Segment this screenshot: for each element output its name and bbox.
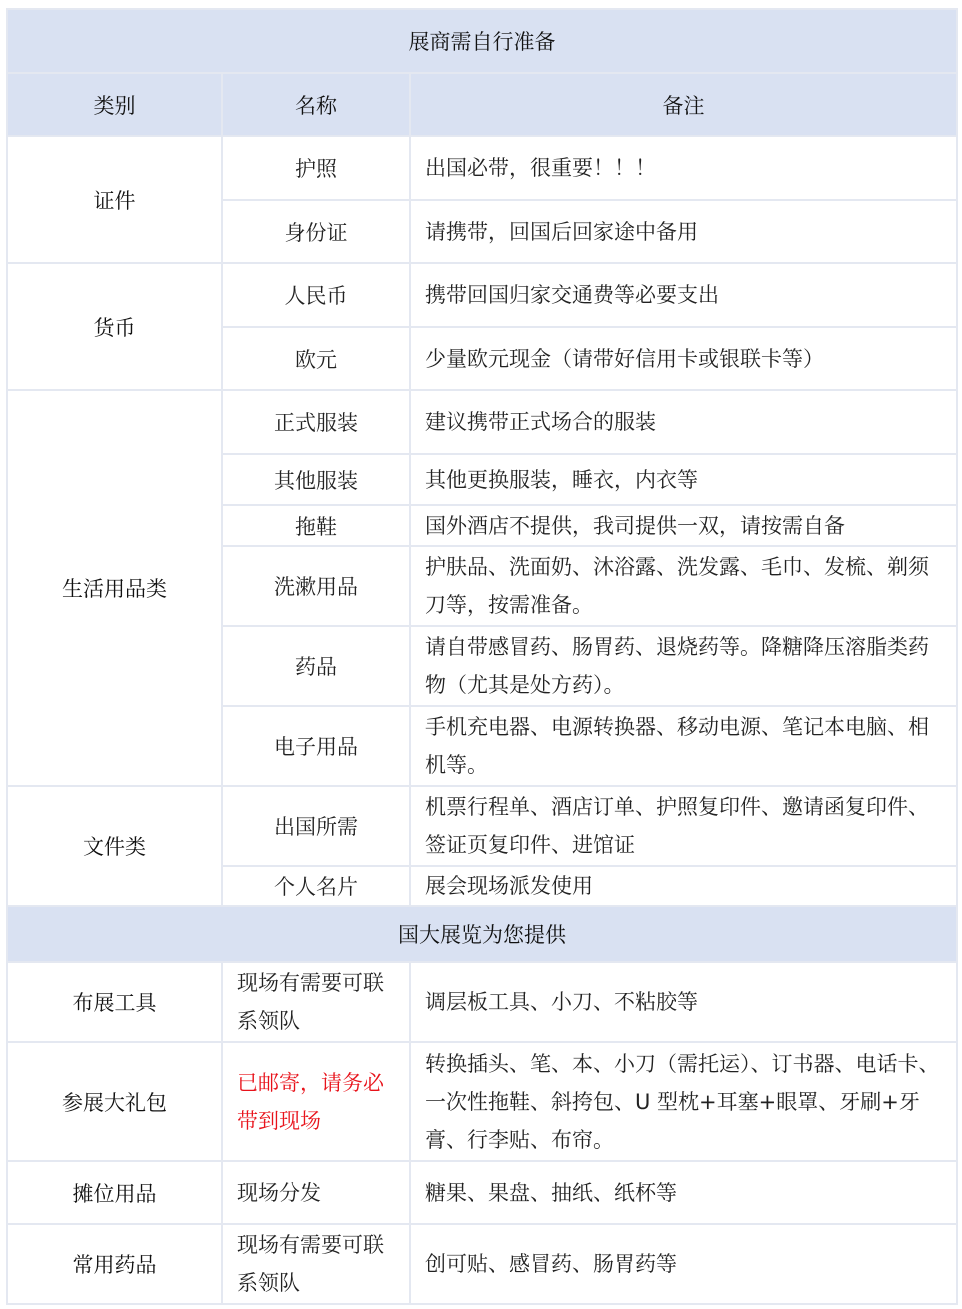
item-note: 创可贴、感冒药、肠胃药等: [410, 1224, 957, 1304]
item-note: 携带回国归家交通费等必要支出: [410, 263, 957, 327]
category-cell: 货币: [7, 263, 222, 390]
category-cell: 常用药品: [7, 1224, 222, 1304]
table-row: [7, 1161, 957, 1224]
item-name: 个人名片: [222, 866, 410, 906]
item-note: 请自带感冒药、肠胃药、退烧药等。降糖降压溶脂类药物（尤其是处方药）。: [410, 626, 957, 706]
item-name: 人民币: [222, 263, 410, 327]
item-name: 护照: [222, 136, 410, 200]
section2-title: 国大展览为您提供: [7, 906, 957, 962]
item-note: 护肤品、洗面奶、沐浴露、洗发露、毛巾、发梳、剃须刀等，按需准备。: [410, 546, 957, 626]
item-note: 出国必带，很重要！！！: [410, 136, 957, 200]
table-row: [7, 786, 957, 866]
item-note: 调层板工具、小刀、不粘胶等: [410, 962, 957, 1042]
item-note: 糖果、果盘、抽纸、纸杯等: [410, 1161, 957, 1224]
item-name: 药品: [222, 626, 410, 706]
item-note: 其他更换服装，睡衣，内衣等: [410, 454, 957, 505]
section2-title-row: [7, 906, 957, 962]
category-cell: 参展大礼包: [7, 1042, 222, 1161]
item-name: 拖鞋: [222, 505, 410, 546]
item-note: 转换插头、笔、本、小刀（需托运）、订书器、电话卡、一次性拖鞋、斜挎包、U 型枕+耳塞+眼罩、牙刷+牙膏、行李贴、布帘。: [410, 1042, 957, 1161]
category-cell: 生活用品类: [7, 390, 222, 786]
item-name: 现场有需要可联系领队: [222, 962, 410, 1042]
item-name: 出国所需: [222, 786, 410, 866]
header-category: 类别: [7, 73, 222, 136]
item-name: 现场有需要可联系领队: [222, 1224, 410, 1304]
item-name-highlight: 已邮寄，请务必带到现场: [222, 1042, 410, 1161]
item-note: 国外酒店不提供，我司提供一双，请按需自备: [410, 505, 957, 546]
category-cell: 布展工具: [7, 962, 222, 1042]
item-name: 身份证: [222, 200, 410, 263]
header-note: 备注: [410, 73, 957, 136]
header-row: [7, 73, 957, 136]
item-name: 现场分发: [222, 1161, 410, 1224]
item-name: 洗漱用品: [222, 546, 410, 626]
category-cell: 证件: [7, 136, 222, 263]
header-name: 名称: [222, 73, 410, 136]
category-cell: 摊位用品: [7, 1161, 222, 1224]
item-note: 手机充电器、电源转换器、移动电源、笔记本电脑、相机等。: [410, 706, 957, 786]
item-note: 机票行程单、酒店订单、护照复印件、邀请函复印件、签证页复印件、进馆证: [410, 786, 957, 866]
table-row: [7, 962, 957, 1042]
item-note: 建议携带正式场合的服装: [410, 390, 957, 454]
table-row: [7, 1224, 957, 1304]
item-name: 电子用品: [222, 706, 410, 786]
item-name: 欧元: [222, 327, 410, 390]
section1-title-row: [7, 9, 957, 73]
section1-title: 展商需自行准备: [7, 9, 957, 73]
item-note: 展会现场派发使用: [410, 866, 957, 906]
table-row: [7, 136, 957, 200]
table-row: [7, 390, 957, 454]
preparation-table: [6, 8, 958, 1305]
table-row: [7, 1042, 957, 1161]
item-note: 请携带，回国后回家途中备用: [410, 200, 957, 263]
category-cell: 文件类: [7, 786, 222, 906]
table-row: [7, 263, 957, 327]
item-name: 其他服装: [222, 454, 410, 505]
item-name: 正式服装: [222, 390, 410, 454]
item-note: 少量欧元现金（请带好信用卡或银联卡等）: [410, 327, 957, 390]
